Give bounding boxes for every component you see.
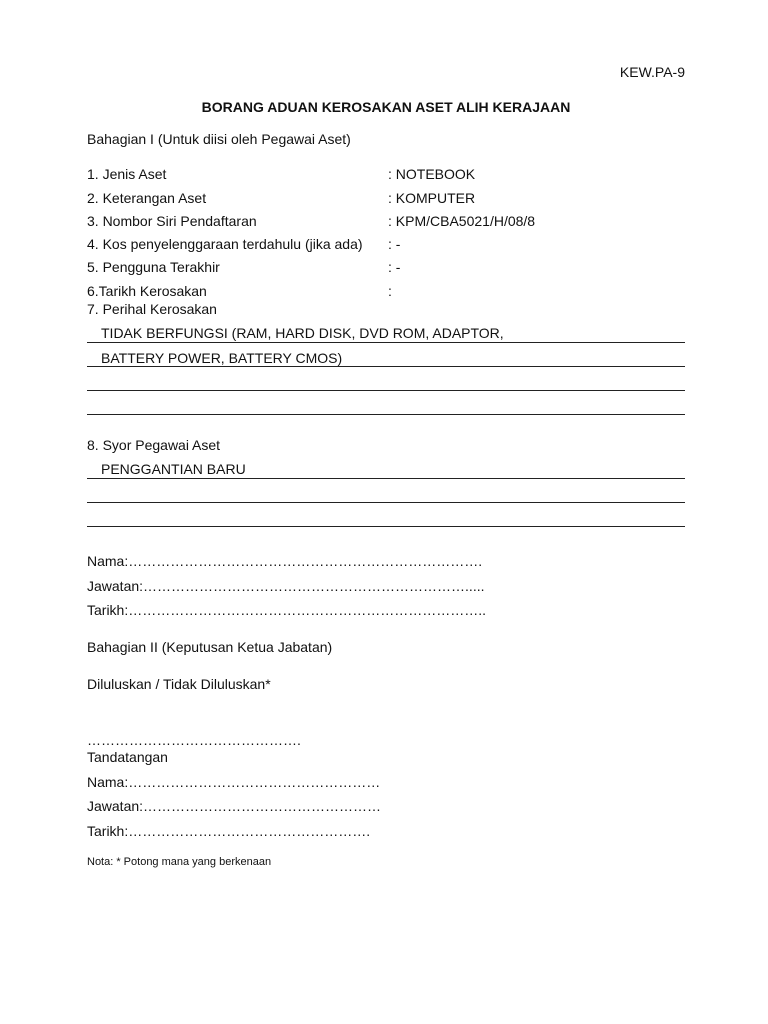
part2-heading: Bahagian II (Keputusan Ketua Jabatan) <box>87 639 333 655</box>
field-value-damage-date: : <box>388 283 392 299</box>
field-label-asset-description: 2. Keterangan Aset <box>87 190 207 206</box>
recommendation-rule-1 <box>87 478 685 479</box>
field-value-last-user: : - <box>388 259 401 275</box>
form-code: KEW.PA-9 <box>619 64 685 80</box>
part2-date-line: Tarikh:……………………………………………. <box>87 823 371 839</box>
recommendation-line-1: PENGGANTIAN BARU <box>101 461 246 477</box>
damage-description-label: 7. Perihal Kerosakan <box>87 301 217 317</box>
recommendation-label: 8. Syor Pegawai Aset <box>87 437 221 453</box>
field-label-asset-type: 1. Jenis Aset <box>87 166 167 182</box>
field-value-asset-type: : NOTEBOOK <box>388 166 476 182</box>
signature-dotted-line: ………………………………………. <box>87 732 301 748</box>
part1-position-line: Jawatan:……………………………………………………………..... <box>87 578 485 594</box>
damage-line-rule-4 <box>87 414 685 415</box>
damage-description-line-1: TIDAK BERFUNGSI (RAM, HARD DISK, DVD ROM, ADAPTOR, <box>101 325 504 341</box>
field-value-registration-number: : KPM/CBA5021/H/08/8 <box>388 213 536 229</box>
part2-name-line: Nama:……………………………………………… <box>87 774 381 790</box>
field-label-previous-maintenance-cost: 4. Kos penyelenggaraan terdahulu (jika ada) <box>87 236 363 252</box>
field-value-previous-maintenance-cost: : - <box>388 236 401 252</box>
part1-date-line: Tarikh:………………………………………………………………….. <box>87 602 487 618</box>
part1-heading: Bahagian I (Untuk diisi oleh Pegawai Aset) <box>87 131 351 147</box>
recommendation-rule-2 <box>87 502 685 503</box>
decision-options: Diluluskan / Tidak Diluluskan* <box>87 676 271 692</box>
field-label-last-user: 5. Pengguna Terakhir <box>87 259 220 275</box>
damage-line-rule-1 <box>87 342 685 343</box>
damage-line-rule-2 <box>87 366 685 367</box>
form-title: BORANG ADUAN KEROSAKAN ASET ALIH KERAJAAN <box>201 99 571 115</box>
part1-name-line: Nama:…………………………………………………………………. <box>87 553 483 569</box>
signature-label: Tandatangan <box>87 749 168 765</box>
field-label-damage-date: 6.Tarikh Kerosakan <box>87 283 207 299</box>
field-label-registration-number: 3. Nombor Siri Pendaftaran <box>87 213 257 229</box>
part2-position-line: Jawatan:…………………………………………… <box>87 798 382 814</box>
recommendation-rule-3 <box>87 526 685 527</box>
footnote: Nota: * Potong mana yang berkenaan <box>87 856 272 868</box>
damage-description-line-2: BATTERY POWER, BATTERY CMOS) <box>101 350 343 366</box>
field-value-asset-description: : KOMPUTER <box>388 190 476 206</box>
damage-line-rule-3 <box>87 390 685 391</box>
